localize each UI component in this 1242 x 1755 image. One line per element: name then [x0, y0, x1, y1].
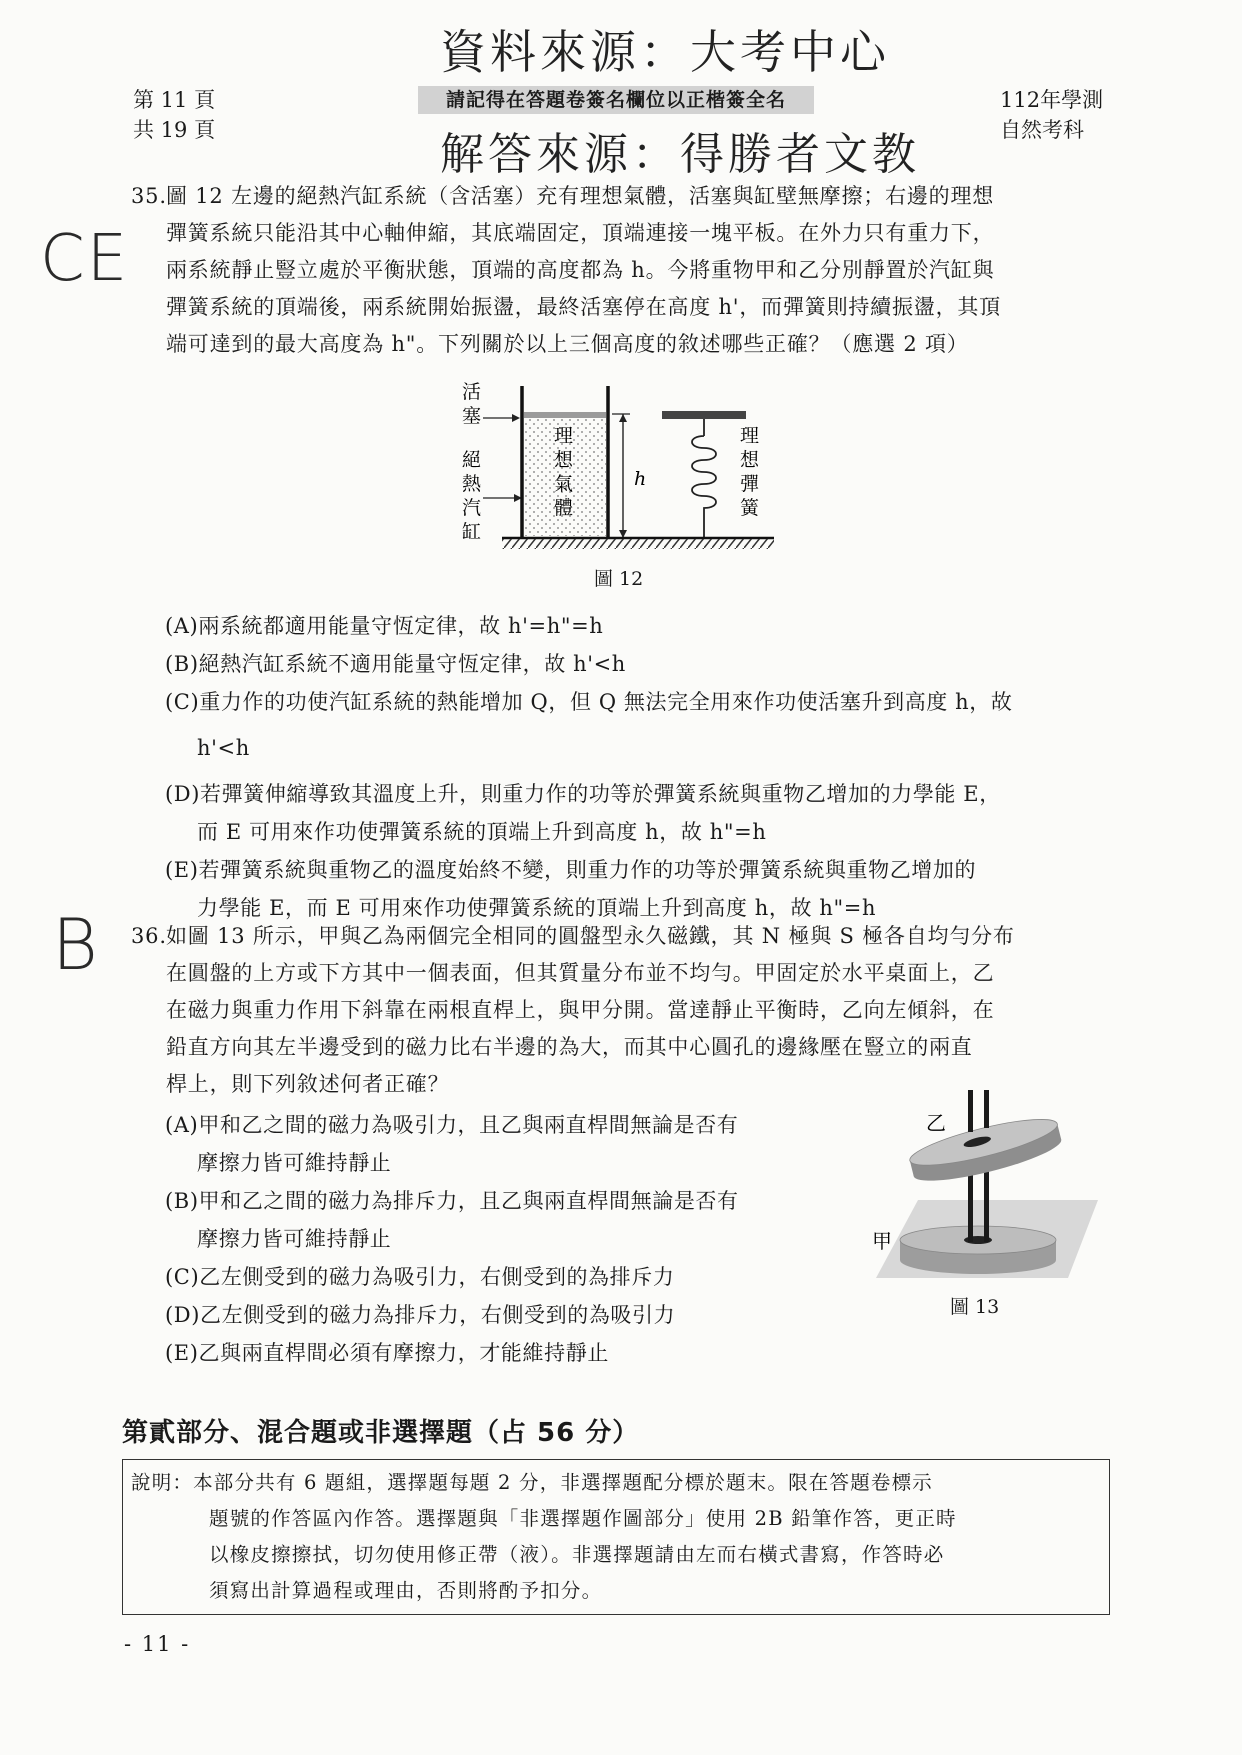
option-text: (B)甲和乙之間的磁力為排斥力，且乙與兩直桿間無論是否有 — [165, 1189, 739, 1213]
option-text: (D)乙左側受到的磁力為排斥力，右側受到的為吸引力 — [165, 1303, 676, 1327]
page-number-label: 第 11 頁 — [133, 88, 216, 112]
fig12-arrow-head — [512, 414, 520, 422]
fig12-label-cylinder: 熱 — [462, 473, 482, 495]
fig13-caption: 圖 13 — [950, 1296, 1000, 1318]
notice-banner — [418, 86, 814, 114]
option-text: (C)重力作的功使汽缸系統的熱能增加 Q，但 Q 無法完全用來作功使活塞升到高度 h，故 — [165, 690, 1013, 714]
fig12-spring-label: 簧 — [740, 497, 760, 519]
q35-number: 35. — [131, 184, 167, 208]
fig12-label-cylinder: 絕 — [462, 449, 482, 471]
q36-option-d — [165, 1296, 865, 1334]
q36-line: 在磁力與重力作用下斜靠在兩根直桿上，與甲分開。當達靜止平衡時，乙向左傾斜，在 — [166, 998, 995, 1022]
part2-instructions — [123, 1460, 1109, 1614]
fig13-rod-right-top — [984, 1090, 989, 1128]
option-text-cont: 而 E 可用來作功使彈簧系統的頂端上升到高度 h，故 h"=h — [197, 820, 767, 844]
fig12-label-cylinder: 缸 — [462, 521, 482, 543]
q36-option-a — [165, 1106, 865, 1182]
fig12-label-piston: 活 — [462, 381, 482, 403]
footer-page-number: - 11 - — [124, 1632, 191, 1656]
option-text-cont: h'<h — [197, 736, 250, 760]
q36-line: 桿上，則下列敘述何者正確？ — [166, 1072, 450, 1096]
option-text: (A)兩系統都適用能量守恆定律，故 h'=h"=h — [165, 614, 604, 638]
fig12-gas-label: 想 — [554, 449, 574, 471]
option-text: (E)乙與兩直桿間必須有摩擦力，才能維持靜止 — [165, 1341, 609, 1365]
q35-option-d — [165, 775, 1125, 851]
handwritten-answer-q36: B — [52, 904, 98, 986]
fig12-spring-label: 想 — [740, 449, 760, 471]
fig12-label-piston: 塞 — [462, 405, 482, 427]
fig12-spring-label: 彈 — [740, 473, 760, 495]
q35-stem — [166, 178, 1126, 363]
fig12-ground-hatch — [502, 539, 774, 549]
signature-notice: 請記得在答題卷簽名欄位以正楷簽全名 — [445, 89, 786, 111]
instruction-line: 說明：本部分共有 6 題組，選擇題每題 2 分，非選擇題配分標於題末。限在答題卷標示 — [131, 1471, 934, 1494]
option-text-cont: 力學能 E，而 E 可用來作功使彈簧系統的頂端上升到高度 h，故 h"=h — [197, 896, 877, 920]
figure-12 — [440, 378, 800, 578]
exam-year: 112年學測 — [1000, 88, 1104, 112]
handwritten-source-answer: 解答來源：得勝者文教 — [440, 129, 920, 180]
total-pages-label: 共 19 頁 — [133, 118, 216, 142]
figure-13 — [868, 1090, 1098, 1286]
q36-number: 36. — [131, 924, 167, 948]
fig12-height-arrow-up — [619, 414, 627, 422]
fig13-rod-left-top — [968, 1090, 973, 1132]
fig12-caption: 圖 12 — [594, 568, 644, 590]
fig12-gas-label: 理 — [554, 425, 574, 447]
fig12-spring-label: 理 — [740, 425, 760, 447]
q36-options — [165, 1106, 865, 1372]
fig12-piston — [524, 412, 606, 418]
q35-line: 彈簧系統只能沿其中心軸伸縮，其底端固定，頂端連接一塊平板。在外力只有重力下， — [166, 221, 995, 245]
q35-line: 圖 12 左邊的絕熱汽缸系統（含活塞）充有理想氣體，活塞與缸壁無摩擦；右邊的理想 — [166, 184, 995, 208]
instruction-line: 須寫出計算過程或理由，否則將酌予扣分。 — [209, 1579, 603, 1602]
fig12-spring-coil — [692, 419, 716, 538]
q36-option-c — [165, 1258, 865, 1296]
q35-line: 彈簧系統的頂端後，兩系統開始振盪，最終活塞停在高度 h'，而彈簧則持續振盪，其頂 — [166, 295, 1001, 319]
q36-line: 如圖 13 所示，甲與乙為兩個完全相同的圓盤型永久磁鐵，其 N 極與 S 極各自均勻分布 — [166, 924, 1015, 948]
part2-title: 第貳部分、混合題或非選擇題（占 56 分） — [122, 1418, 640, 1448]
option-text-cont: 摩擦力皆可維持靜止 — [197, 1151, 392, 1175]
q35-options — [165, 607, 1125, 927]
option-text: (E)若彈簧系統與重物乙的溫度始終不變，則重力作的功等於彈簧系統與重物乙增加的 — [165, 858, 977, 882]
fig13-label-jia: 甲 — [872, 1229, 892, 1253]
instruction-line: 以橡皮擦擦拭，切勿使用修正帶（液）。非選擇題請由左而右橫式書寫，作答時必 — [209, 1543, 945, 1566]
q35-option-e — [165, 851, 1125, 927]
option-text: (D)若彈簧伸縮導致其溫度上升，則重力作的功等於彈簧系統與重物乙增加的力學能 E， — [165, 782, 1001, 806]
option-text-cont: 摩擦力皆可維持靜止 — [197, 1227, 392, 1251]
part2-instructions-box — [122, 1459, 1110, 1615]
q35-line: 兩系統靜止豎立處於平衡狀態，頂端的高度都為 h。今將重物甲和乙分別靜置於汽缸與 — [166, 258, 995, 282]
fig12-h-label: h — [634, 468, 647, 490]
handwritten-answer-q35: CE — [40, 222, 130, 296]
fig12-label-cylinder: 汽 — [462, 497, 482, 519]
fig12-spring-plate — [662, 411, 746, 419]
option-text: (C)乙左側受到的磁力為吸引力，右側受到的為排斥力 — [165, 1265, 675, 1289]
option-text: (B)絕熱汽缸系統不適用能量守恆定律，故 h'<h — [165, 652, 626, 676]
fig12-gas-label: 體 — [554, 497, 574, 519]
exam-subject: 自然考科 — [1000, 118, 1084, 142]
q35-option-a — [165, 607, 1125, 645]
fig13-label-yi: 乙 — [926, 1111, 946, 1135]
q36-option-b — [165, 1182, 865, 1258]
q36-line: 在圓盤的上方或下方其中一個表面，但其質量分布並不均勻。甲固定於水平桌面上，乙 — [166, 961, 995, 985]
instruction-line: 題號的作答區內作答。選擇題與「非選擇題作圖部分」使用 2B 鉛筆作答，更正時 — [209, 1507, 957, 1530]
q36-stem — [166, 918, 1126, 1103]
q35-line: 端可達到的最大高度為 h"。下列關於以上三個高度的敘述哪些正確？（應選 2 項） — [166, 332, 969, 356]
q35-option-b — [165, 645, 1125, 683]
q35-option-c — [165, 683, 1125, 767]
option-text: (A)甲和乙之間的磁力為吸引力，且乙與兩直桿間無論是否有 — [165, 1113, 739, 1137]
fig12-gas-label: 氣 — [554, 473, 574, 495]
q36-line: 鉛直方向其左半邊受到的磁力比右半邊的為大，而其中心圓孔的邊緣壓在豎立的兩直 — [166, 1035, 973, 1059]
handwritten-source-data: 資料來源：大考中心 — [440, 25, 890, 79]
q36-option-e — [165, 1334, 865, 1372]
